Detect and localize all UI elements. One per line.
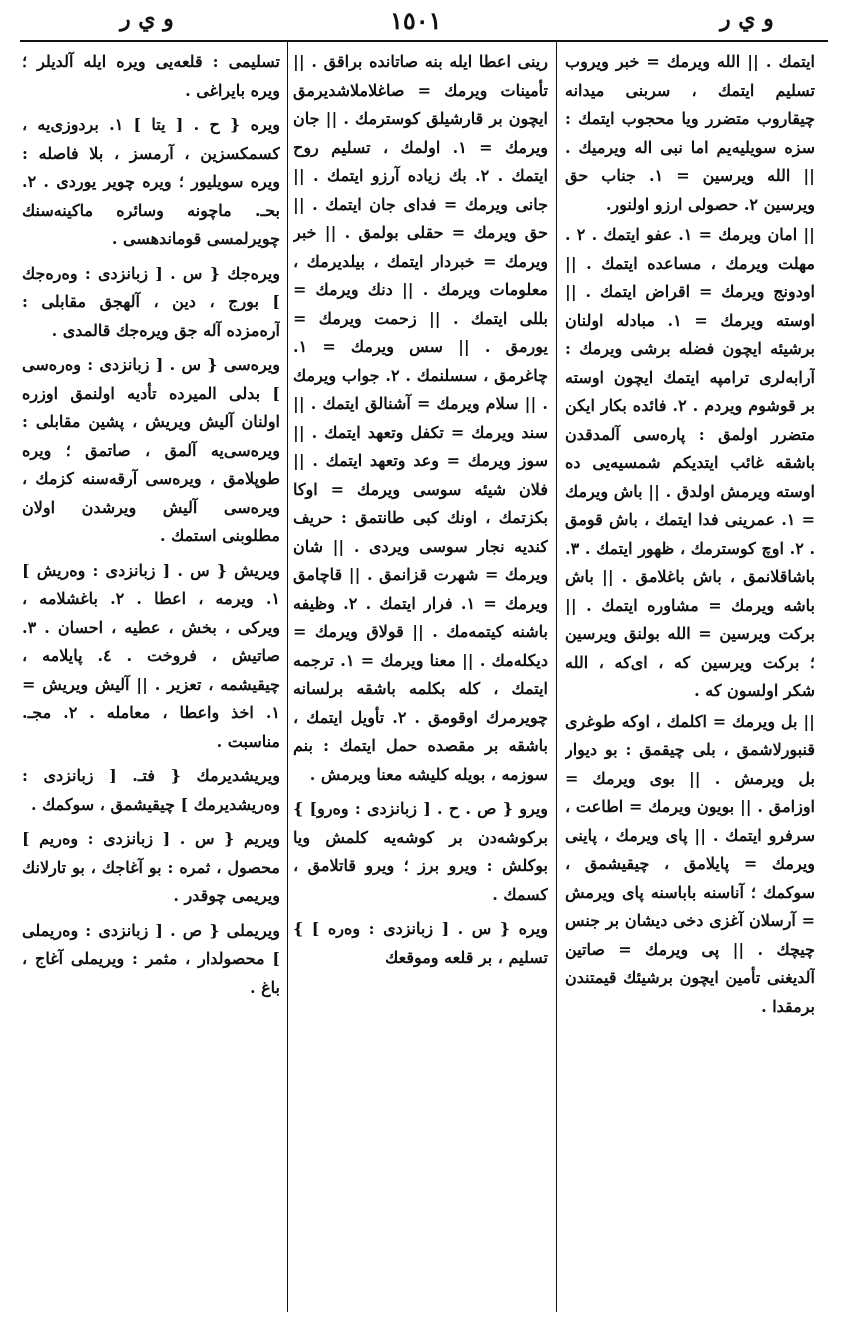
dictionary-entry: ويره‌جك { س . [ زبانزدى : وه‌ره‌جك ] بورج ، دين ، آلهجق مقابلى : آره‌مزده آله جق ويره‌جك قالمدى . <box>22 263 280 340</box>
header-right-letters: و ي ر <box>720 6 774 32</box>
paragraph: تسليمى : قلعه‌يى ويره ايله آلديلر ؛ ويره بايراغى . <box>22 52 280 100</box>
dictionary-entry: ويرو { ص . ح . [ زبانزدى : وه‌رو] } بركوشه‌دن بر كوشه‌يه كلمش ويا بوكلش : ويرو برز ؛ ويرو قاتلامق ، كسمك . <box>293 799 548 904</box>
dictionary-entry: ويريم { س . [ زبانزدى : وه‌ريم ] محصول ، ثمره : بو آغاجك ، بو تارلانك ويريمى چوقدر . <box>22 829 280 905</box>
dictionary-entry: ويره { ح . [ يتا ] ۱. بردوزى‌يه ، كسمكسزين ، آرمسز ، بلا فاصله : ويره سويليور ؛ ويره چوير يوردى . ۲. بحـ. ماچونه وسائره ماكينه‌سنك چويرلمسى قوماندهسى . <box>22 115 280 248</box>
dictionary-entry: ويريشديرمك { فتـ. [ زبانزدى : وه‌ريشديرمك ] چيقيشمق ، سوكمك . <box>22 766 280 814</box>
dictionary-entry: ويريملى { ص . [ زبانزدى : وه‌ريملى ] محصولدار ، مثمر : ويريملى آغاج ، باغ . <box>22 920 280 997</box>
column-middle <box>293 48 548 1308</box>
dictionary-entry: ويريش { س . [ زبانزدى : وه‌ريش ] ۱. ويرمه ، اعطا . ۲. باغشلامه ، ويركى ، بخش ، عطيه ، احسان . ۳. صاتيش ، فروخت . ٤. پايلامه ، چيقيشمه ، تعزير . || آليش ويريش = ۱. اخذ واعطا ، معامله . ۲. مجـ. مناسبت . <box>22 560 280 751</box>
dictionary-entry: ويره { س . [ زبانزدى : وه‌ره ] } تسليم ، بر قلعه وموقعك <box>293 919 548 967</box>
page-header <box>20 0 828 40</box>
paragraph: رينى اعطا ايله بنه صاتانده براقق . || تأمينات ويرمك = صاغلاملاشديرمق ايچون بر قارشيلق كوسترمك . || جان ويرمك = ۱. اولمك ، تسليم روح ايتمك . ۲. بك زياده آرزو ايتمك . || جانى ويرمك = فداى جان ايتمك . || حق ويرمك = حقلى بولمق . || خبر ويرمك = خبردار ايتمك ، بيلديرمك ، معلومات ويرمك . || دنك ويرمك = بللى ايتمك . || زحمت ويرمك = يورمق . || سس ويرمك = ۱. چاغرمق ، سسلنمك . ۲. جواب ويرمك . || سلام ويرمك = آشنالق ايتمك . || سند ويرمك = تكفل وتعهد ايتمك . || سوز ويرمك = وعد وتعهد ايتمك . || فلان شيئه سوسى ويرمك = اوكا بكزتمك ، اونك كبى طانتمق : حريف كنديه نجار سوسى ويردى . || شان ويرمك = شهرت قزانمق . || قاچامق ويرمك = ۱. فرار ايتمك . ۲. وظيفه باشنه كيتمه‌مك . || قولاق ويرمك = ديكله‌مك . || معنا ويرمك = ۱. ترجمه ايتمك ، كله بكلمه باشقه برلسانه چويرمرك اوقومق . ۲. تأويل ايتمك ، باشقه بر مقصده حمل ايتمك : بنم سوزمه ، بويله كليشه معنا ويرمش . <box>293 52 548 784</box>
dictionary-entry: ويره‌سى { س . [ زبانزدى : وه‌رەسى ] بدلى الميرده تأديه اولنمق اوزره اولنان آليش ويريش ، پشين مقابلى : ويره‌سى‌يه آلمق ، صاتمق ؛ ويره طوپلامق ، ويره‌سى آرقه‌سنه كزمك ، ويره‌سى آليش ويرشدن اولان مطلوبنى استمك . <box>22 355 280 545</box>
column-divider <box>556 42 557 1312</box>
column-right <box>565 48 815 1308</box>
column-left <box>22 48 280 1308</box>
paragraph: || امان ويرمك = ۱. عفو ايتمك . ۲ . مهلت ويرمك ، مساعده ايتمك . || اودونج ويرمك = اقراض ايتمك . || اوسته ويرمك = ۱. مبادله اولنان برشيئه ايچون فضله برشى ويرمك : آرابه‌لرى ترامپه ايتمك ايچون اوسته بر قوشوم ويردم . ۲. فائده بكار ايكن متضرر اولمق : پاره‌سى آلمدقدن باشقه غائب ايتديكم شمسيه‌يى ده اوسته ويرمش اولدق . || باش ويرمك = ۱. عمرينى فدا ايتمك ، باش قومق . ۲. اوچ كوسترمك ، ظهور ايتمك . ۳. باشاقلانمق ، باش باغلامق . || باش باشه ويرمك = مشاوره ايتمك . || بركت ويرسين = الله بولنق ويرسين ؛ بركت ويرسين كه ، اى‌كه ، الله شكر اولسون كه . <box>565 225 815 700</box>
header-left-letters: و ي ر <box>120 6 174 32</box>
column-divider <box>287 42 288 1312</box>
header-rule <box>20 40 828 42</box>
page-number: ١٥٠١ <box>390 6 442 35</box>
paragraph: ايتمك . || الله ويرمك = خبر ويروب تسليم ايتمك ، سربنى ميدانه چيقاروب متضرر ويا محجوب ايتمك : سزه سويليه‌يم اما نبى اله ويرميك . || الله ويرسين = ۱. جناب حق ويرسين ۲. حصولى ارزو اولنور. <box>565 52 815 214</box>
paragraph: || بل ويرمك = اكلمك ، اوكه طوغرى قنبورلاشمق ، بلى چيقمق : بو ديوار بل ويرمش . || بوى ويرمك = اوزامق . || بويون ويرمك = اطاعت ، سرفرو ايتمك . || پاى ويرمك ، پاينى ويرمك = پايلامق ، چيقيشمق ، سوكمك ؛ آناسنه باباسنه پاى ويرمش = آرسلان آغزى دخى ديشان بر جنس چيچك . || پى ويرمك = صاتين آلديغنى تأمين ايچون برشيئك قيمتندن برمقدا . <box>565 711 815 1016</box>
